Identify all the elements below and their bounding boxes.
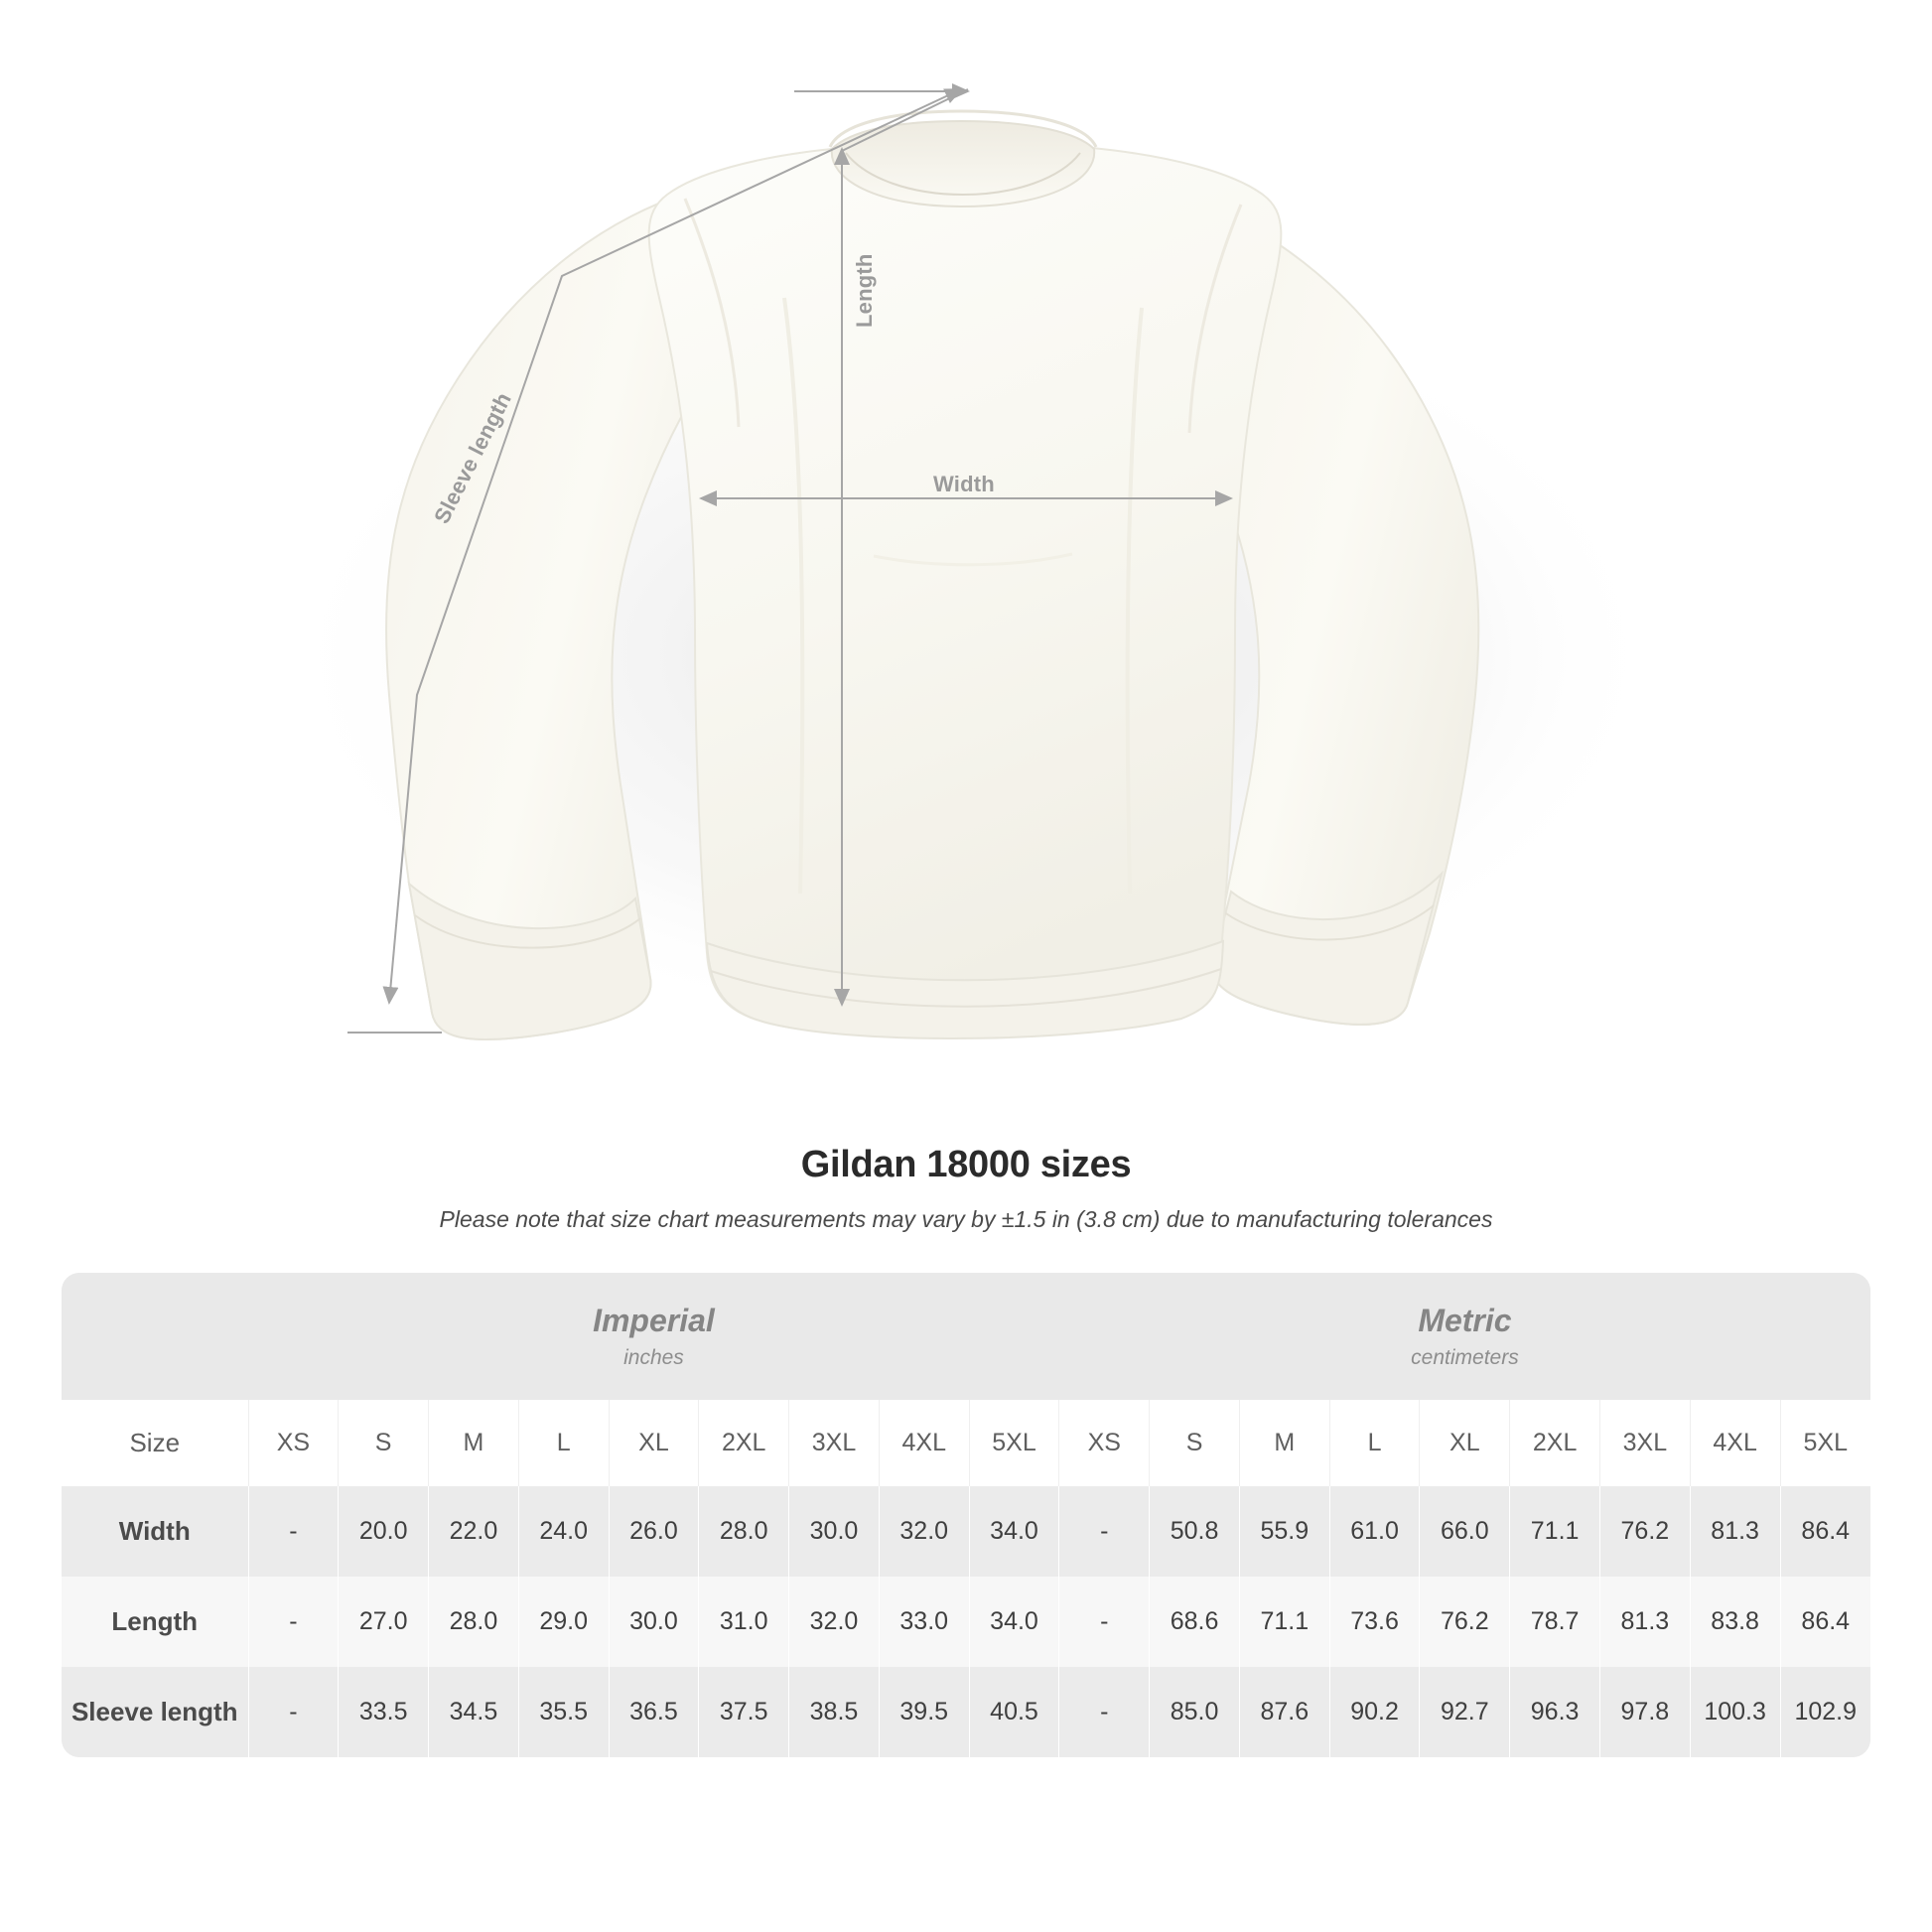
annotation-label-sleeve-length: Sleeve length (429, 388, 516, 528)
size-header-cell: 4XL (879, 1400, 969, 1486)
measurement-cell: 33.5 (339, 1667, 429, 1757)
measurement-cell: 76.2 (1420, 1577, 1510, 1667)
size-header-cell: L (1329, 1400, 1420, 1486)
measurement-cell: 86.4 (1780, 1577, 1870, 1667)
measurement-cell: 28.0 (429, 1577, 519, 1667)
measurement-cell: 86.4 (1780, 1486, 1870, 1577)
size-header-cell: M (429, 1400, 519, 1486)
measurement-cell: 20.0 (339, 1486, 429, 1577)
measurement-cell: 34.5 (429, 1667, 519, 1757)
measurement-cell: 92.7 (1420, 1667, 1510, 1757)
size-header-cell: L (518, 1400, 609, 1486)
measurement-cell: - (248, 1667, 339, 1757)
measurement-cell: 71.1 (1239, 1577, 1329, 1667)
size-header-label: Size (62, 1400, 248, 1486)
measurement-cell: - (248, 1486, 339, 1577)
measurement-cell: 33.0 (879, 1577, 969, 1667)
measurement-cell: 28.0 (699, 1486, 789, 1577)
unit-name-metric: Metric (1418, 1303, 1512, 1338)
measurement-cell: 35.5 (518, 1667, 609, 1757)
size-header-cell: XL (1420, 1400, 1510, 1486)
measurement-cell: 66.0 (1420, 1486, 1510, 1577)
size-header-cell: M (1239, 1400, 1329, 1486)
measurement-cell: 34.0 (969, 1577, 1059, 1667)
measurement-cell: 29.0 (518, 1577, 609, 1667)
table-row (62, 1667, 1870, 1757)
measurement-cell: 36.5 (609, 1667, 699, 1757)
size-header-cell: 3XL (1599, 1400, 1690, 1486)
size-header-cell: 4XL (1690, 1400, 1780, 1486)
measurement-cell: 78.7 (1510, 1577, 1600, 1667)
measurement-cell: - (1059, 1667, 1150, 1757)
unit-header-spacer (62, 1273, 248, 1400)
size-header-cell: 2XL (699, 1400, 789, 1486)
annotation-label-width: Width (933, 472, 995, 496)
size-header-cell: 5XL (969, 1400, 1059, 1486)
measurement-cell: 81.3 (1690, 1486, 1780, 1577)
size-table (62, 1273, 1870, 1757)
unit-header-row (62, 1273, 1870, 1400)
measurement-cell: 39.5 (879, 1667, 969, 1757)
measurement-cell: 30.0 (609, 1577, 699, 1667)
size-header-row (62, 1400, 1870, 1486)
measurement-cell: 27.0 (339, 1577, 429, 1667)
size-header-cell: 3XL (789, 1400, 880, 1486)
unit-header-metric (1059, 1273, 1870, 1400)
page-title: Gildan 18000 sizes (800, 1144, 1132, 1185)
unit-name-imperial: Imperial (593, 1303, 715, 1338)
size-table-container (62, 1273, 1870, 1757)
measurement-row-label: Sleeve length (62, 1667, 248, 1757)
measurement-cell: 26.0 (609, 1486, 699, 1577)
measurement-cell: 90.2 (1329, 1667, 1420, 1757)
measurement-cell: 102.9 (1780, 1667, 1870, 1757)
unit-header-imperial (248, 1273, 1059, 1400)
unit-sub-metric: centimeters (1411, 1346, 1519, 1369)
measurement-cell: 81.3 (1599, 1577, 1690, 1667)
measurement-cell: 73.6 (1329, 1577, 1420, 1667)
measurement-cell: - (248, 1577, 339, 1667)
measurement-cell: 55.9 (1239, 1486, 1329, 1577)
title-block (0, 1144, 1932, 1233)
measurement-cell: 100.3 (1690, 1667, 1780, 1757)
size-header-cell: S (1150, 1400, 1240, 1486)
table-row (62, 1577, 1870, 1667)
size-header-cell: S (339, 1400, 429, 1486)
measurement-cell: 96.3 (1510, 1667, 1600, 1757)
measurement-row-label: Length (62, 1577, 248, 1667)
measurement-cell: 85.0 (1150, 1667, 1240, 1757)
measurement-cell: 76.2 (1599, 1486, 1690, 1577)
measurement-cell: 40.5 (969, 1667, 1059, 1757)
measurement-cell: 71.1 (1510, 1486, 1600, 1577)
size-chart-note: Please note that size chart measurements may vary by ±1.5 in (3.8 cm) due to manufacturing tolerances (439, 1206, 1493, 1232)
measurement-cell: 97.8 (1599, 1667, 1690, 1757)
measurement-cell: 37.5 (699, 1667, 789, 1757)
measurement-cell: 32.0 (879, 1486, 969, 1577)
size-header-cell: XS (248, 1400, 339, 1486)
measurement-cell: - (1059, 1486, 1150, 1577)
measurement-cell: 24.0 (518, 1486, 609, 1577)
measurement-cell: 31.0 (699, 1577, 789, 1667)
size-header-cell: 2XL (1510, 1400, 1600, 1486)
size-header-cell: 5XL (1780, 1400, 1870, 1486)
table-row (62, 1486, 1870, 1577)
measurement-cell: 68.6 (1150, 1577, 1240, 1667)
measurement-cell: 22.0 (429, 1486, 519, 1577)
measurement-cell: 32.0 (789, 1577, 880, 1667)
measurement-cell: 83.8 (1690, 1577, 1780, 1667)
measurement-cell: 87.6 (1239, 1667, 1329, 1757)
measurement-cell: 61.0 (1329, 1486, 1420, 1577)
size-header-cell: XL (609, 1400, 699, 1486)
measurement-row-label: Width (62, 1486, 248, 1577)
measurement-cell: 34.0 (969, 1486, 1059, 1577)
measurement-cell: 50.8 (1150, 1486, 1240, 1577)
size-header-cell: XS (1059, 1400, 1150, 1486)
annotation-label-length: Length (852, 253, 877, 328)
measurement-cell: 38.5 (789, 1667, 880, 1757)
measurement-cell: - (1059, 1577, 1150, 1667)
unit-sub-imperial: inches (623, 1346, 684, 1369)
measurement-cell: 30.0 (789, 1486, 880, 1577)
